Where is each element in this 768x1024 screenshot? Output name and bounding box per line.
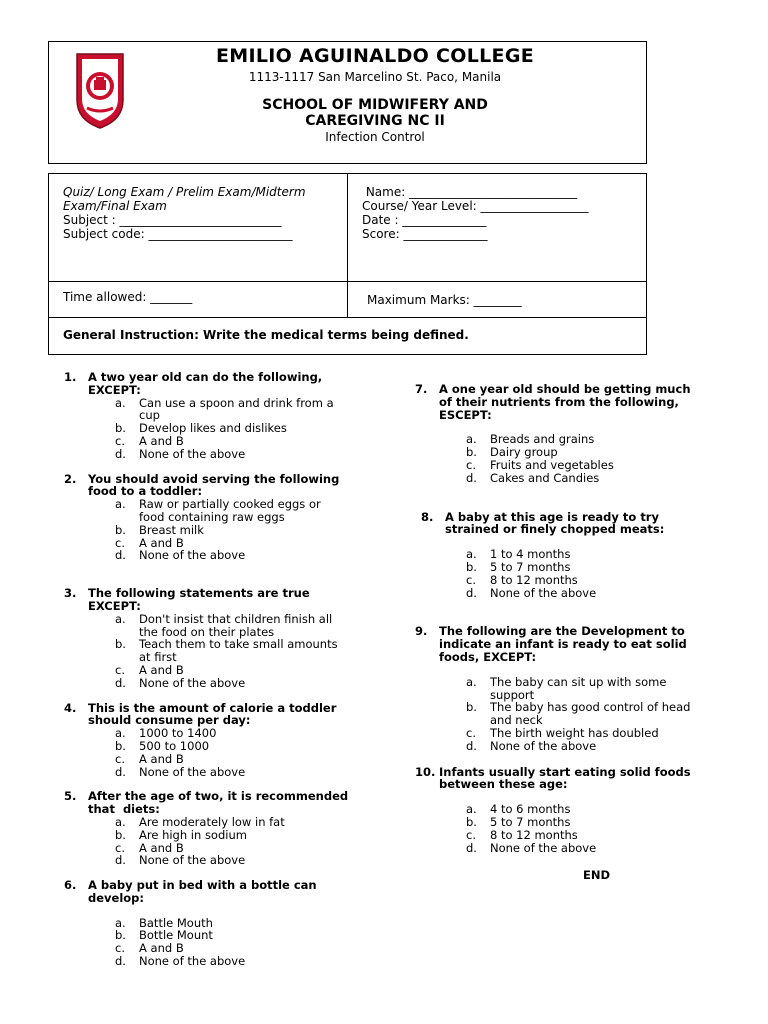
option: c. A and B (115, 941, 184, 956)
question-text: This is the amount of calorie a toddler should consume per day: (88, 700, 337, 728)
option: b. Dairy group (466, 445, 558, 460)
exam-type: Quiz/ Long Exam / Prelim Exam/Midterm Exam/Final Exam (63, 185, 306, 213)
option: b. 500 to 1000 (115, 738, 210, 753)
end-label: END (583, 868, 611, 882)
name-field[interactable]: Name: ____________________________ (362, 185, 578, 199)
question-number: 8. (421, 509, 434, 524)
divider-horizontal (49, 281, 646, 282)
question (64, 879, 354, 968)
option: b. Teach them to take small amounts at first (115, 637, 338, 665)
option: a. Battle Mouth (115, 915, 213, 930)
question-number: 7. (415, 382, 428, 396)
question-text: A one year old should be getting much of their nutrients from the following, ESCEPT: (439, 382, 691, 422)
option: b. 5 to 7 months (466, 814, 571, 829)
subject-field[interactable]: Subject : ___________________________ (63, 213, 282, 227)
option: d. None of the above (115, 548, 246, 563)
divider-vertical (347, 174, 348, 317)
question (64, 702, 354, 779)
general-instruction: General Instruction: Write the medical terms being defined. (63, 328, 469, 342)
option: b. 5 to 7 months (466, 559, 571, 574)
option: c. 8 to 12 months (466, 827, 578, 842)
question-text: The following statements are true EXCEPT: (88, 586, 310, 613)
college-address: 1113-1117 San Marcelino St. Paco, Manila (248, 70, 502, 84)
option: a. Can use a spoon and drink from a cup (115, 395, 334, 423)
option: a. The baby can sit up with some support (466, 674, 667, 702)
option: d. None of the above (466, 585, 597, 600)
question-number: 5. (64, 789, 77, 804)
option: a. Don't insist that children finish all the food on their plates (115, 611, 333, 639)
option: b. Breast milk (115, 522, 204, 537)
option: b. Bottle Mount (115, 928, 213, 943)
question-text: Infants usually start eating solid foods between these age: (439, 764, 691, 792)
date-field[interactable]: Date : ______________ (362, 213, 487, 227)
option: d. None of the above (115, 764, 246, 779)
option: d. None of the above (115, 675, 246, 690)
option: d. None of the above (466, 840, 597, 855)
school-name (49, 97, 646, 129)
student-details (362, 185, 589, 241)
option: d. None of the above (466, 738, 597, 753)
question (64, 473, 354, 563)
question-text: After the age of two, it is recommended that diets: (88, 789, 353, 817)
exam-info-box (48, 173, 647, 355)
question (64, 371, 354, 461)
option: c. 8 to 12 months (466, 572, 578, 587)
question-number: 10. (415, 764, 436, 779)
question-number: 9. (415, 624, 428, 639)
divider-horizontal (49, 317, 646, 318)
questions-left-column (64, 371, 354, 968)
question-text: A baby at this age is ready to try strained or finely chopped meats: (445, 509, 665, 537)
option: a. Breads and grains (466, 432, 595, 447)
school-line-2: CAREGIVING NC II (305, 113, 445, 129)
score-field[interactable]: Score: ______________ (362, 227, 488, 241)
max-marks-field[interactable]: Maximum Marks: ________ (367, 293, 522, 307)
option: a. 1000 to 1400 (115, 726, 217, 741)
question (415, 625, 715, 752)
question-text: The following are the Development to indicate an infant is ready to eat solid foods, EXCEPT: (439, 624, 687, 664)
question-number: 1. (64, 370, 77, 384)
option: c. Fruits and vegetables (466, 457, 614, 472)
option: a. 4 to 6 months (466, 802, 571, 817)
school-line-1: SCHOOL OF MIDWIFERY AND (262, 97, 488, 113)
option: a. Raw or partially cooked eggs or food containing raw eggs (115, 497, 321, 524)
option: a. 1 to 4 months (466, 547, 571, 562)
question-number: 4. (64, 700, 77, 715)
question (64, 587, 354, 689)
question (415, 766, 715, 855)
option: b. Are high in sodium (115, 827, 247, 842)
option: a. Are moderately low in fat (115, 814, 285, 829)
course-field[interactable]: Course/ Year Level: __________________ (362, 199, 589, 213)
exam-details (63, 185, 343, 241)
college-name: EMILIO AGUINALDO COLLEGE (215, 45, 534, 67)
subject-title: Infection Control (325, 130, 425, 144)
question-number: 6. (64, 878, 77, 893)
question (415, 383, 715, 485)
option: d. None of the above (115, 446, 246, 461)
question-text: A two year old can do the following, EXCEPT: (88, 370, 323, 397)
option: d. None of the above (115, 954, 246, 969)
header-box (48, 41, 647, 164)
option: b. The baby has good control of head and neck (466, 700, 691, 728)
question-number: 2. (64, 471, 77, 486)
question (64, 790, 354, 867)
option: c. A and B (115, 662, 184, 677)
option: c. The birth weight has doubled (466, 725, 659, 740)
question-text: A baby put in bed with a bottle can develop: (88, 878, 317, 905)
question (415, 511, 715, 600)
time-allowed-field[interactable]: Time allowed: _______ (63, 290, 193, 304)
question-number: 3. (64, 586, 77, 601)
option: c. A and B (115, 751, 184, 766)
option: d. None of the above (115, 853, 246, 868)
option: d. Cakes and Candies (466, 470, 600, 485)
question-text: You should avoid serving the following food to a toddler: (88, 471, 340, 499)
option: c. A and B (115, 840, 184, 855)
subject-code-field[interactable]: Subject code: ________________________ (63, 227, 293, 241)
option: c. A and B (115, 535, 184, 550)
option: c. A and B (115, 433, 184, 448)
questions-right-column (415, 383, 715, 854)
option: b. Develop likes and dislikes (115, 421, 287, 436)
